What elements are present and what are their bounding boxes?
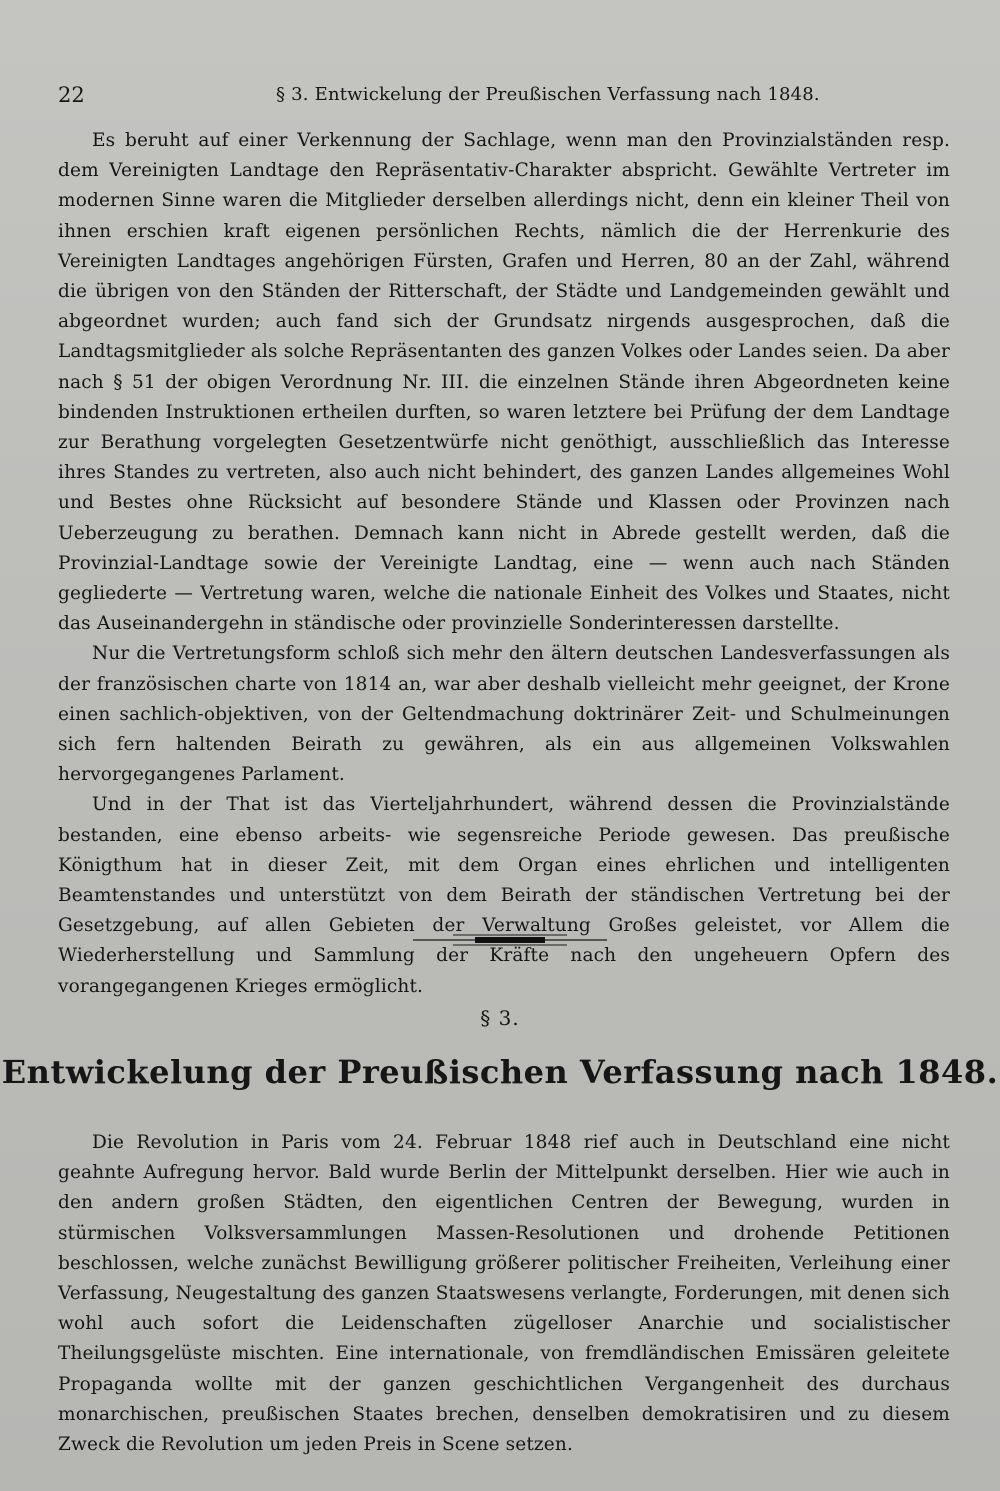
section-number: § 3. — [480, 1006, 520, 1030]
paragraph: Nur die Vertretungsform schloß sich mehr den ältern deutschen Landesverfassungen als der französischen charte von 1814 an, war aber deshalb vielleicht mehr geeignet, der Krone einen sachlich-objektiven, von der Geltendmachung doktrinärer Zeit- und Schulmeinungen sich fern haltenden Beirath zu gewähren, als ein aus allgemeinen Volkswahlen hervorgegangenes Parlament. — [58, 643, 950, 786]
paragraph: Und in der That ist das Vierteljahrhundert, während dessen die Provinzialstände bestanden, eine ebenso arbeits- wie segensreiche Periode gewesen. Das preußische Königthum hat in dieser Zeit, mit dem Organ eines ehrlichen und intelligenten Beamtenstandes und unterstützt von dem Beirath der ständischen Vertretung bei der Gesetzgebung, auf allen Gebieten der Verwaltung Großes geleistet, vor Allem die Wiederherstellung und Sammlung der Kräfte nach den ungeheuern Opfern des vorangegangenen Krieges ermöglicht. — [58, 794, 950, 997]
section-divider-ornament — [413, 932, 607, 948]
paragraph: Die Revolution in Paris vom 24. Februar 1848 rief auch in Deutschland eine nicht geahnte Aufregung hervor. Bald wurde Berlin der Mittelpunkt derselben. Hier wie auch in den andern großen Städten, den eigentlichen Centren der Bewegung, wurden in stürmischen Volksversammlungen Massen-Resolutionen und drohende Petitionen beschlossen, welche zunächst Bewilligung größerer politischer Freiheiten, Verleihung einer Verfassung, Neugestaltung des ganzen Staatswesens verlangte, Forderungen, mit denen sich wohl auch sofort die Leidenschaften zügelloser Anarchie und socialistischer Theilungsgelüste mischten. Eine internationale, von fremdländischen Emissären geleitete Propaganda wollte mit der ganzen geschichtlichen Vergangenheit des durchaus monarchischen, preußischen Staates brechen, denselben demokratisiren und zu diesem Zweck die Revolution um jeden Preis in Scene setzen. — [58, 1132, 950, 1456]
running-title: § 3. Entwickelung der Preußischen Verfassung nach 1848. — [276, 84, 820, 105]
section-one-text — [58, 126, 950, 1002]
section-heading: Entwickelung der Preußischen Verfassung nach 1848. — [1, 1053, 999, 1091]
section-two-text — [58, 1128, 950, 1460]
paragraph: Es beruht auf einer Verkennung der Sachlage, wenn man den Provinzialständen resp. dem Vereinigten Landtage den Repräsentativ-Charakter abspricht. Gewählte Vertreter im modernen Sinne waren die Mitglieder derselben allerdings nicht, denn ein kleiner Theil von ihnen erschien kraft eigenen persönlichen Rechts, nämlich die der Herrenkurie des Vereinigten Landtages angehörigen Fürsten, Grafen und Herren, 80 an der Zahl, während die übrigen von den Ständen der Ritterschaft, der Städte und Landgemeinden gewählt und abgeordnet wurden; auch fand sich der Grundsatz nirgends ausgesprochen, daß die Landtagsmitglieder als solche Repräsentanten des ganzen Volkes oder Landes seien. Da aber nach § 51 der obigen Verordnung Nr. III. die einzelnen Stände ihren Abgeordneten keine bindenden Instruktionen ertheilen durften, so waren letztere bei Prüfung der dem Landtage zur Berathung vorgelegten Gesetzentwürfe nicht genöthigt, ausschließlich das Interesse ihres Standes zu vertreten, also auch nicht behindert, des ganzen Landes allgemeines Wohl und Bestes ohne Rücksicht auf besondere Stände und Klassen oder Provinzen nach Ueberzeugung zu berathen. Demnach kann nicht in Abrede gestellt werden, daß die Provinzial-Landtage sowie der Vereinigte Landtag, eine — wenn auch nach Ständen gegliederte — Vertretung waren, welche die nationale Einheit des Volkes und Staates, nicht das Auseinandergehn in ständische oder provinzielle Sonderinteressen darstellte. — [58, 130, 950, 635]
running-head — [58, 80, 938, 110]
page-number: 22 — [58, 83, 85, 107]
